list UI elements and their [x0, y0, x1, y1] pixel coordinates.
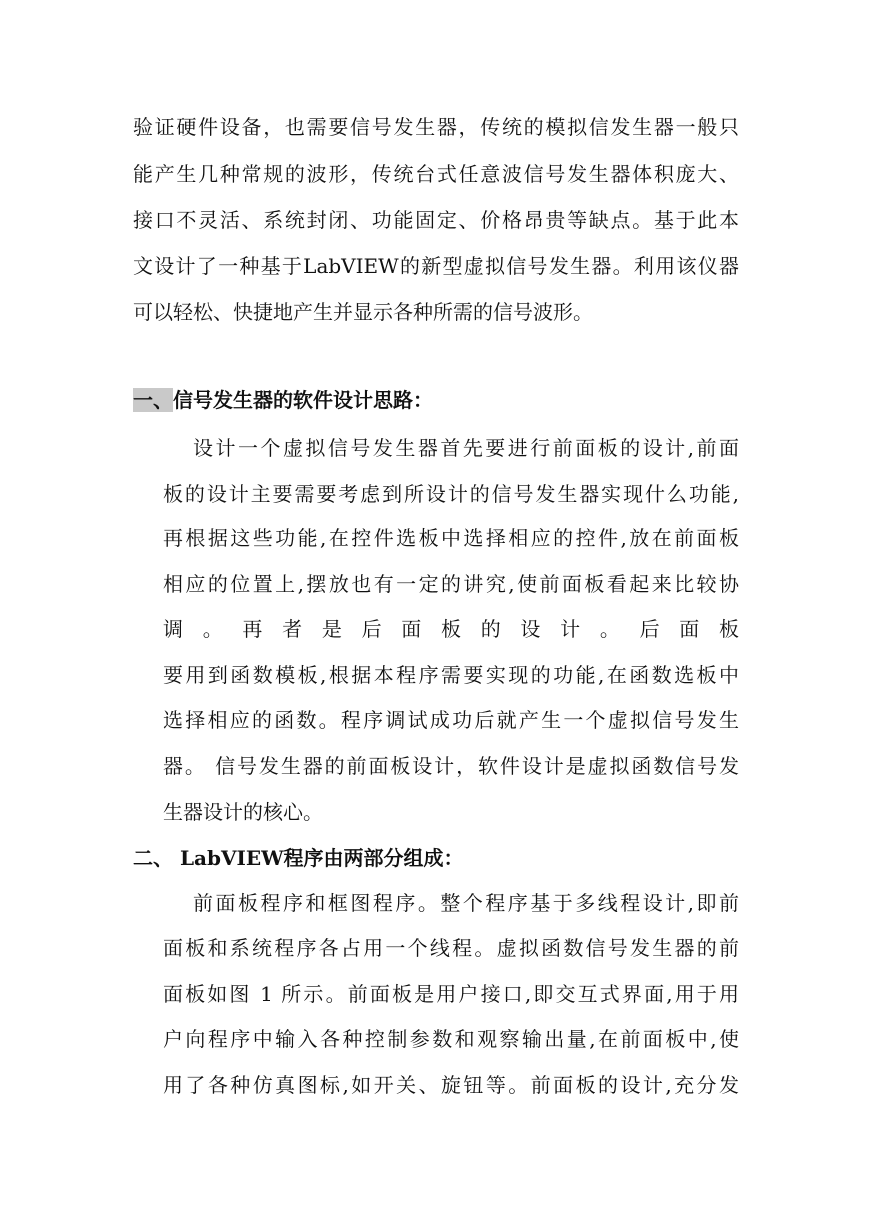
section1-line-8: 器。 信号发生器的前面板设计，软件设计是虚拟函数信号发: [163, 754, 739, 778]
section1-line-2: 板的设计主要需要考虑到所设计的信号发生器实现什么功能,: [163, 482, 739, 506]
intro-line-1: 验证硬件设备，也需要信号发生器，传统的模拟信发生器一般只: [133, 115, 739, 139]
intro-line-2: 能产生几种常规的波形，传统台式任意波信号发生器体积庞大、: [133, 162, 739, 186]
section2-title: LabVIEW程序由两部分组成：: [179, 846, 464, 870]
section2-line-2: 面板和系统程序各占用一个线程。虚拟函数信号发生器的前: [163, 936, 739, 960]
section2-line-3: 面板如图 1 所示。前面板是用户接口,即交互式界面,用于用: [163, 982, 739, 1006]
section2-heading: [133, 843, 464, 873]
section2-number: 二、: [133, 846, 173, 870]
intro-line-5: 可以轻松、快捷地产生并显示各种所需的信号波形。: [133, 300, 593, 324]
section1-line-4: 相应的位置上,摆放也有一定的讲究,使前面板看起来比较协: [163, 572, 739, 596]
section1-line-5: 调。再者是后面板的设计。后面板: [163, 617, 739, 641]
section1-heading: [133, 385, 433, 415]
section2-line-1: 前面板程序和框图程序。整个程序基于多线程设计,即前: [193, 891, 739, 915]
intro-line-4: 文设计了一种基于LabVIEW的新型虚拟信号发生器。利用该仪器: [133, 254, 739, 278]
section1-title: 信号发生器的软件设计思路：: [173, 388, 433, 412]
section2-line-5: 用了各种仿真图标,如开关、旋钮等。前面板的设计,充分发: [163, 1073, 739, 1097]
section1-line-9: 生器设计的核心。: [163, 800, 323, 824]
section1-line-1: 设计一个虚拟信号发生器首先要进行前面板的设计,前面: [193, 436, 739, 460]
section1-line-3: 再根据这些功能,在控件选板中选择相应的控件,放在前面板: [163, 526, 739, 550]
section2-line-4: 户向程序中输入各种控制参数和观察输出量,在前面板中,使: [163, 1027, 739, 1051]
section1-number: 一、: [133, 388, 173, 412]
intro-line-3: 接口不灵活、系统封闭、功能固定、价格昂贵等缺点。基于此本: [133, 208, 739, 232]
section1-line-6: 要用到函数模板,根据本程序需要实现的功能,在函数选板中: [163, 663, 739, 687]
section1-line-7: 选择相应的函数。程序调试成功后就产生一个虚拟信号发生: [163, 708, 739, 732]
